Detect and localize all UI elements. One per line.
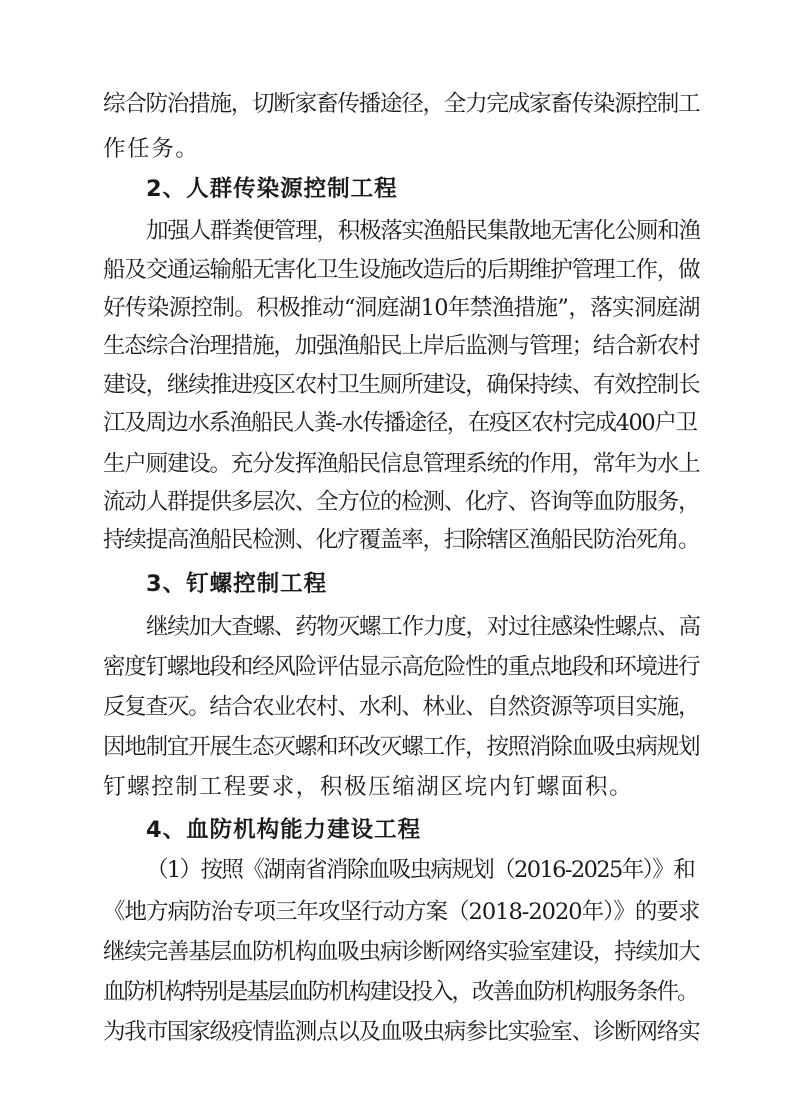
paragraph-line: 继续完善基层血防机构血吸虫病诊断网络实验室建设，持续加大	[103, 939, 700, 965]
paragraph-line: 综合防治措施，切断家畜传播途径，全力完成家畜传染源控制工	[103, 91, 700, 117]
section-heading-4: 4、血防机构能力建设工程	[146, 817, 422, 843]
paragraph-line: 江及周边水系渔船民人粪-水传播途径，在疫区农村完成400户卫	[103, 410, 697, 436]
paragraph-line: 为我市国家级疫情监测点以及血吸虫病参比实验室、诊断网络实	[103, 1019, 700, 1045]
paragraph-line: 因地制宜开展生态灭螺和环改灭螺工作，按照消除血吸虫病规划	[103, 734, 700, 760]
paragraph-line: 好传染源控制。积极推动“洞庭湖10年禁渔措施”，落实洞庭湖	[103, 295, 700, 321]
paragraph-line: 反复查灭。结合农业农村、水利、林业、自然资源等项目实施，	[103, 694, 700, 720]
paragraph-line: 继续加大查螺、药物灭螺工作力度，对过往感染性螺点、高	[146, 614, 700, 640]
paragraph-line: 船及交通运输船无害化卫生设施改造后的后期维护管理工作，做	[103, 257, 700, 283]
paragraph-line: 生态综合治理措施，加强渔船民上岸后监测与管理；结合新农村	[103, 333, 700, 359]
paragraph-line: 加强人群粪便管理，积极落实渔船民集散地无害化公厕和渔	[146, 218, 700, 244]
paragraph-line: 持续提高渔船民检测、化疗覆盖率，扫除辖区渔船民防治死角。	[103, 527, 700, 553]
paragraph-line: （1）按照《湖南省消除血吸虫病规划（2016-2025年）》和	[146, 857, 695, 883]
section-heading-3: 3、钉螺控制工程	[146, 571, 328, 597]
paragraph-line: 血防机构特别是基层血防机构建设投入，改善血防机构服务条件。	[103, 979, 698, 1005]
paragraph-line: 流动人群提供多层次、全方位的检测、化疗、咨询等血防服务，	[103, 489, 700, 515]
paragraph-line: 作任务。	[103, 136, 200, 162]
paragraph-line: 建设，继续推进疫区农村卫生厕所建设，确保持续、有效控制长	[103, 372, 700, 398]
paragraph-line: 密度钉螺地段和经风险评估显示高危险性的重点地段和环境进行	[103, 654, 700, 680]
paragraph-line: 生户厕建设。充分发挥渔船民信息管理系统的作用，常年为水上	[103, 451, 700, 477]
section-heading-2: 2、人群传染源控制工程	[146, 176, 398, 202]
paragraph-line: 《地方病防治专项三年攻坚行动方案（2018-2020年）》的要求	[103, 899, 700, 925]
paragraph-line: 钉螺控制工程要求，积极压缩湖区垸内钉螺面积。	[103, 774, 634, 800]
